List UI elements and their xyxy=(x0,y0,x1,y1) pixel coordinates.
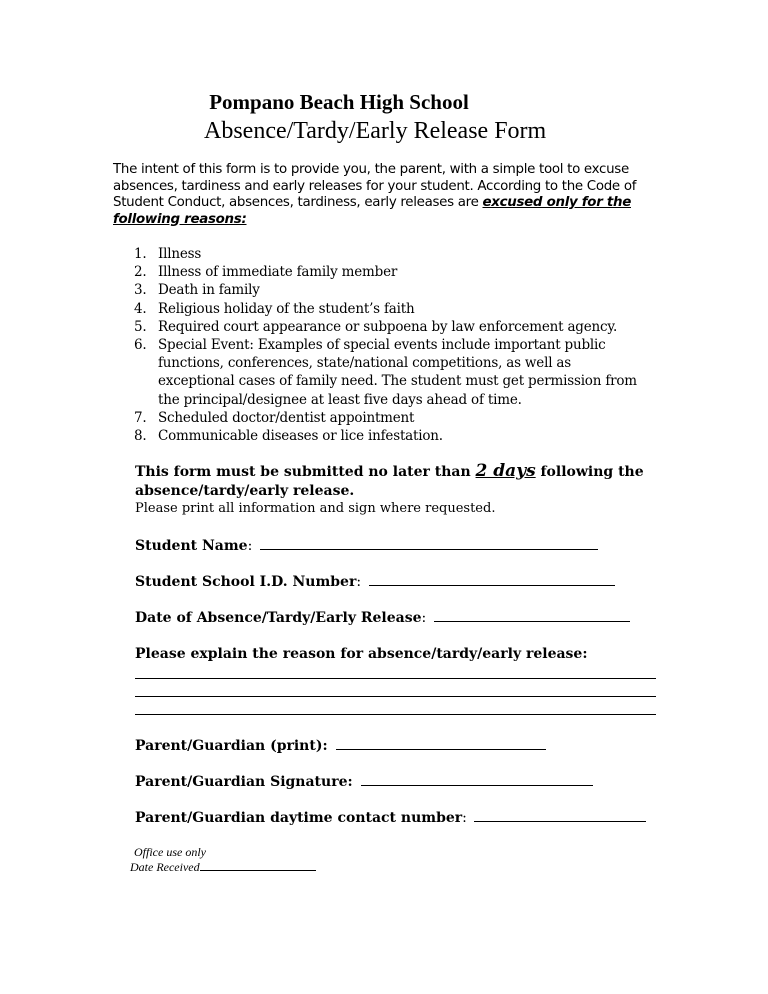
list-item xyxy=(110,281,638,299)
list-number: 6. xyxy=(134,337,147,354)
student-name-label: Student Name xyxy=(135,538,248,554)
list-item xyxy=(110,336,638,409)
parent-print-field[interactable] xyxy=(336,737,546,750)
list-text: Communicable diseases or lice infestation. xyxy=(158,428,443,445)
list-item xyxy=(110,300,638,318)
list-text: Special Event: Examples of special events include important public functions, conferences, state/national competitions, as well as exceptional cases of family need. The student must get permission from the principal/designee at least five days ahead of time. xyxy=(158,337,637,408)
student-name-field[interactable] xyxy=(260,537,598,550)
reason-label: Please explain the reason for absence/tardy/early release: xyxy=(135,646,588,662)
list-item xyxy=(110,318,638,336)
absence-date-field[interactable] xyxy=(434,609,630,622)
list-item xyxy=(110,263,638,281)
form-title: Absence/Tardy/Early Release Form xyxy=(204,118,547,144)
list-text: Illness of immediate family member xyxy=(158,264,398,281)
list-item xyxy=(110,245,638,263)
list-number: 7. xyxy=(134,409,147,426)
student-id-field[interactable] xyxy=(369,573,615,586)
deadline-days: 2 days xyxy=(475,461,536,481)
intro-text: The intent of this form is to provide you, the parent, with a simple tool to excuse absences, tardiness and early releases for your student. According to the Code of Student Conduct, absences, tardiness, early releases are xyxy=(113,162,637,210)
reason-line-3[interactable] xyxy=(135,714,656,715)
parent-signature-row xyxy=(135,773,593,790)
parent-contact-label: Parent/Guardian daytime contact number xyxy=(135,810,463,826)
list-number: 1. xyxy=(134,246,147,262)
list-text: Religious holiday of the student’s faith xyxy=(158,300,415,317)
parent-signature-field[interactable] xyxy=(361,773,593,786)
date-received-label: Date Received xyxy=(130,860,200,874)
list-number: 8. xyxy=(134,428,147,445)
intro-paragraph xyxy=(113,162,643,228)
list-number: 2. xyxy=(134,264,147,281)
list-text: Scheduled doctor/dentist appointment xyxy=(158,409,415,426)
deadline-text-after: following the absence/tardy/early release. xyxy=(135,464,644,499)
list-text: Illness xyxy=(158,246,202,262)
absence-date-label: Date of Absence/Tardy/Early Release xyxy=(135,610,422,626)
list-text: Required court appearance or subpoena by law enforcement agency. xyxy=(158,318,618,335)
deadline-text-before: This form must be submitted no later than xyxy=(135,464,476,480)
colon: : xyxy=(356,574,366,590)
intro-emphasis: excused only for the following reasons: xyxy=(113,195,631,227)
list-number: 3. xyxy=(134,282,147,299)
school-name: Pompano Beach High School xyxy=(209,90,469,114)
deadline-notice xyxy=(135,462,675,501)
list-number: 5. xyxy=(134,318,147,335)
list-item xyxy=(110,409,638,427)
student-name-row xyxy=(135,537,598,554)
date-received-field[interactable] xyxy=(200,860,316,871)
student-id-label: Student School I.D. Number xyxy=(135,574,357,590)
colon: : xyxy=(247,538,257,554)
list-text: Death in family xyxy=(158,282,260,299)
reason-line-2[interactable] xyxy=(135,696,656,697)
reason-row xyxy=(135,646,588,662)
list-item xyxy=(110,427,638,445)
parent-print-label: Parent/Guardian (print): xyxy=(135,738,333,754)
absence-date-row xyxy=(135,609,630,626)
reason-line-1[interactable] xyxy=(135,678,656,679)
parent-contact-row xyxy=(135,809,646,826)
date-received-row xyxy=(130,860,316,875)
reasons-list xyxy=(110,245,638,445)
office-use-label: Office use only xyxy=(134,845,206,859)
parent-contact-field[interactable] xyxy=(474,809,646,822)
parent-signature-label: Parent/Guardian Signature: xyxy=(135,774,358,790)
print-instructions: Please print all information and sign where requested. xyxy=(135,501,496,516)
list-number: 4. xyxy=(134,300,147,317)
parent-print-row xyxy=(135,737,546,754)
colon: : xyxy=(462,810,472,826)
student-id-row xyxy=(135,573,615,590)
colon: : xyxy=(421,610,431,626)
